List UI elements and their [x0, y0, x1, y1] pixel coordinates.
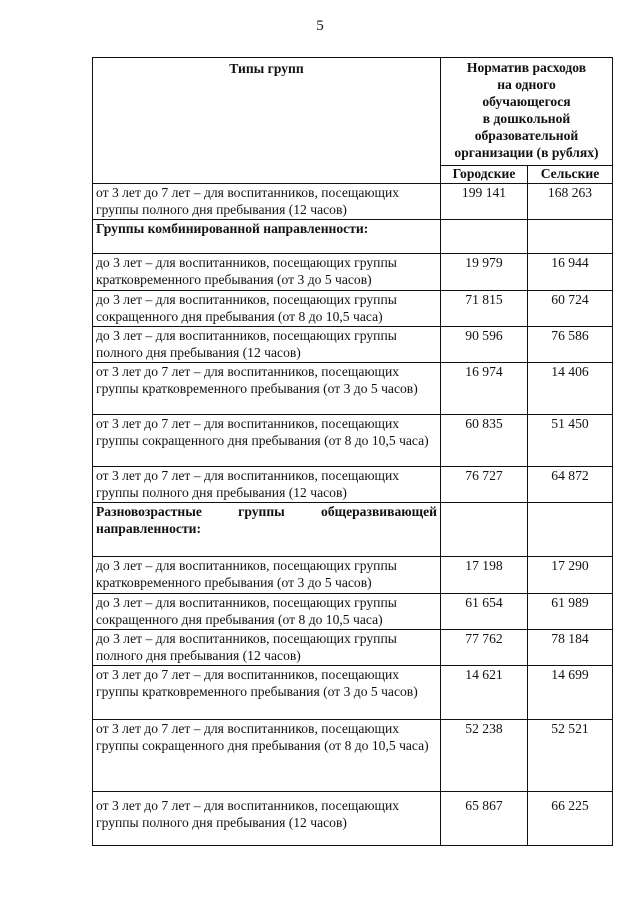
rural-value: 64 872: [528, 467, 613, 503]
row-description: от 3 лет до 7 лет – для воспитанников, посещающих группы полного дня пребывания (12 часов): [93, 467, 441, 503]
header-expense-norm: [441, 58, 613, 166]
urban-value: 17 198: [441, 557, 528, 594]
rural-value: 66 225: [528, 792, 613, 846]
section-title: Группы комбинированной направленности:: [93, 220, 441, 254]
table-row: [93, 594, 613, 630]
page-number: 5: [316, 18, 324, 34]
rural-value: 61 989: [528, 594, 613, 630]
header-norm-line: организации (в рублях): [454, 145, 599, 160]
section-row: [93, 220, 613, 254]
table-row: [93, 291, 613, 327]
rural-value: 168 263: [528, 184, 613, 220]
urban-value: 52 238: [441, 720, 528, 792]
row-description: от 3 лет до 7 лет – для воспитанников, посещающих группы кратковременного пребывания (от 3 до 5 часов): [93, 363, 441, 415]
header-norm-line: образовательной: [474, 128, 579, 143]
urban-value: 199 141: [441, 184, 528, 220]
row-description: до 3 лет – для воспитанников, посещающих группы кратковременного пребывания (от 3 до 5 часов): [93, 557, 441, 594]
rural-value: 16 944: [528, 254, 613, 291]
empty-cell: [441, 503, 528, 557]
table-row: [93, 467, 613, 503]
row-description: от 3 лет до 7 лет – для воспитанников, посещающих группы сокращенного дня пребывания (от 8 до 10,5 часа): [93, 720, 441, 792]
rural-value: 14 406: [528, 363, 613, 415]
row-description: до 3 лет – для воспитанников, посещающих группы сокращенного дня пребывания (от 8 до 10,5 часа): [93, 291, 441, 327]
empty-cell: [441, 220, 528, 254]
rural-value: 51 450: [528, 415, 613, 467]
row-description: до 3 лет – для воспитанников, посещающих группы сокращенного дня пребывания (от 8 до 10,5 часа): [93, 594, 441, 630]
expense-norms-table: [92, 57, 613, 846]
empty-cell: [528, 220, 613, 254]
urban-value: 90 596: [441, 327, 528, 363]
table-row: [93, 184, 613, 220]
urban-value: 71 815: [441, 291, 528, 327]
header-norm-line: обучающегося: [482, 94, 571, 109]
urban-value: 19 979: [441, 254, 528, 291]
header-norm-line: в дошкольной: [482, 111, 571, 126]
row-description: от 3 лет до 7 лет – для воспитанников, посещающих группы сокращенного дня пребывания (от 8 до 10,5 часа): [93, 415, 441, 467]
row-description: от 3 лет до 7 лет – для воспитанников, посещающих группы полного дня пребывания (12 часов): [93, 184, 441, 220]
row-description: до 3 лет – для воспитанников, посещающих группы кратковременного пребывания (от 3 до 5 часов): [93, 254, 441, 291]
table-row: [93, 557, 613, 594]
urban-value: 14 621: [441, 666, 528, 720]
row-description: от 3 лет до 7 лет – для воспитанников, посещающих группы полного дня пребывания (12 часов): [93, 792, 441, 846]
urban-value: 76 727: [441, 467, 528, 503]
table-row: [93, 415, 613, 467]
table-row: [93, 327, 613, 363]
section-title: Разновозрастные группы общеразвивающей направленности:: [93, 503, 441, 557]
header-urban: Городские: [441, 166, 528, 184]
table-row: [93, 254, 613, 291]
rural-value: 52 521: [528, 720, 613, 792]
empty-cell: [528, 503, 613, 557]
rural-value: 78 184: [528, 630, 613, 666]
header-norm-line: на одного: [497, 77, 556, 92]
table-row: [93, 666, 613, 720]
table-row: [93, 363, 613, 415]
rural-value: 60 724: [528, 291, 613, 327]
header-rural: Сельские: [528, 166, 613, 184]
rural-value: 17 290: [528, 557, 613, 594]
header-norm-line: Норматив расходов: [466, 60, 587, 75]
urban-value: 60 835: [441, 415, 528, 467]
row-description: до 3 лет – для воспитанников, посещающих группы полного дня пребывания (12 часов): [93, 630, 441, 666]
urban-value: 16 974: [441, 363, 528, 415]
header-group-types: Типы групп: [93, 58, 441, 184]
urban-value: 77 762: [441, 630, 528, 666]
table-row: [93, 792, 613, 846]
rural-value: 14 699: [528, 666, 613, 720]
row-description: от 3 лет до 7 лет – для воспитанников, посещающих группы кратковременного пребывания (от 3 до 5 часов): [93, 666, 441, 720]
urban-value: 65 867: [441, 792, 528, 846]
rural-value: 76 586: [528, 327, 613, 363]
table-row: [93, 720, 613, 792]
urban-value: 61 654: [441, 594, 528, 630]
table-row: [93, 630, 613, 666]
section-row: [93, 503, 613, 557]
row-description: до 3 лет – для воспитанников, посещающих группы полного дня пребывания (12 часов): [93, 327, 441, 363]
